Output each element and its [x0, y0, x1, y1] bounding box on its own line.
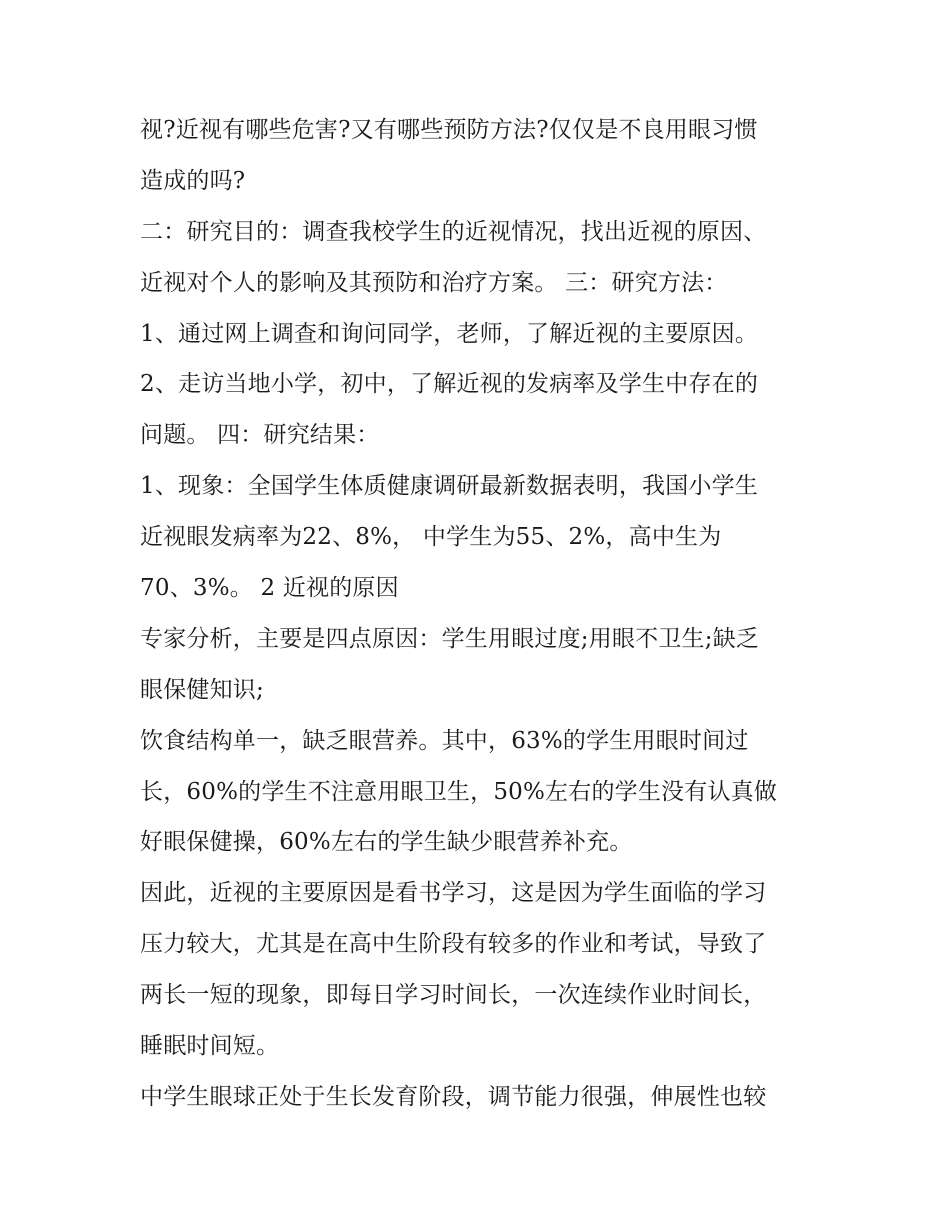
- text-line: 1、现象：全国学生体质健康调研最新数据表明，我国小学生: [140, 473, 759, 500]
- text-line: 2、走访当地小学，初中，了解近视的发病率及学生中存在的: [140, 371, 759, 398]
- text-line: 饮食结构单一，缺乏眼营养。其中，63%的学生用眼时间过: [140, 727, 749, 754]
- text-line: 二：研究目的：调查我校学生的近视情况，找出近视的原因、: [140, 218, 767, 245]
- document-body: [140, 105, 830, 1123]
- text-line: 1、通过网上调查和询问同学，老师，了解近视的主要原因。: [140, 320, 759, 347]
- text-line: 造成的吗?: [140, 167, 246, 194]
- text-line: 两长一短的现象，即每日学习时间长，一次连续作业时间长，: [140, 982, 767, 1009]
- text-line: 睡眠时间短。: [140, 1033, 280, 1060]
- text-line: 压力较大，尤其是在高中生阶段有较多的作业和考试，导致了: [140, 931, 767, 958]
- text-line: 视?近视有哪些危害?又有哪些预防方法?仅仅是不良用眼习惯: [140, 117, 758, 143]
- text-line: 长，60%的学生不注意用眼卫生，50%左右的学生没有认真做: [140, 778, 778, 805]
- text-line: 因此，近视的主要原因是看书学习，这是因为学生面临的学习: [140, 880, 767, 907]
- text-line: 专家分析，主要是四点原因：学生用眼过度;用眼不卫生;缺乏: [140, 625, 760, 652]
- text-line: 近视眼发病率为22、8%， 中学生为55、2%，高中生为: [140, 524, 722, 551]
- text-line: 70、3%。 2 近视的原因: [140, 575, 399, 602]
- text-line: 问题。 四：研究结果：: [140, 422, 380, 449]
- text-line: 好眼保健操，60%左右的学生缺少眼营养补充。: [140, 829, 633, 856]
- text-line: 眼保健知识;: [140, 676, 264, 703]
- text-line: 近视对个人的影响及其预防和治疗方案。 三：研究方法：: [140, 269, 728, 296]
- text-line: 中学生眼球正处于生长发育阶段，调节能力很强，伸展性也较: [140, 1083, 767, 1110]
